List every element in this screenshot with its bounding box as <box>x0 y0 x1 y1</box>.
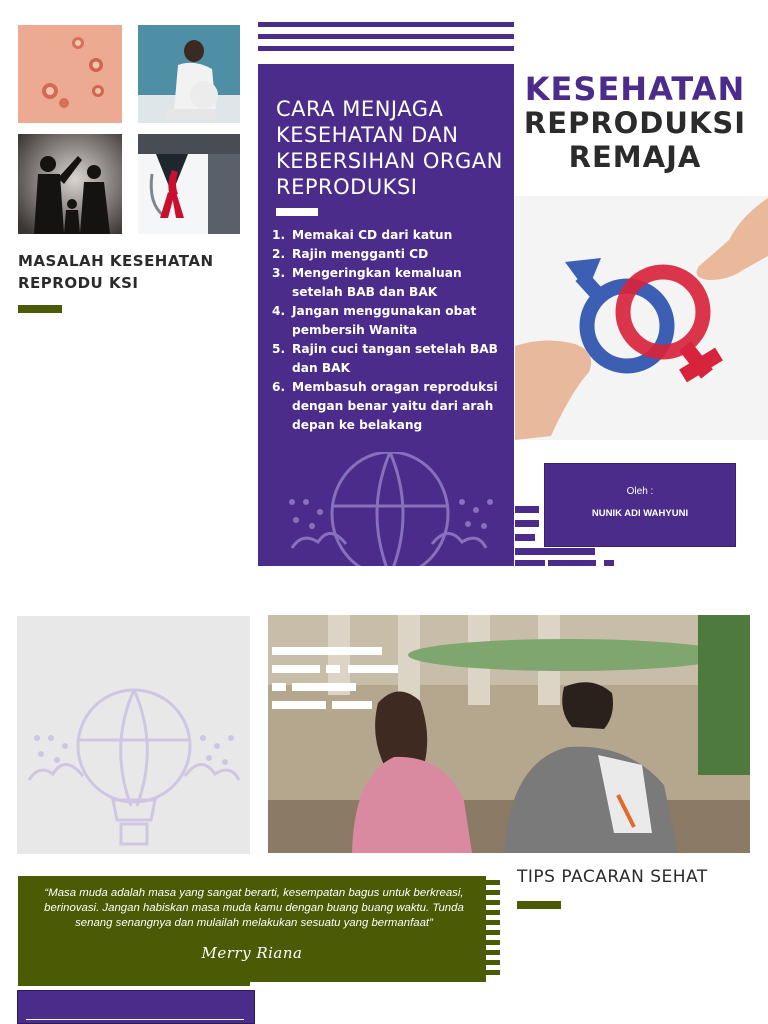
photo-domestic-violence <box>18 134 122 234</box>
dating-heading: TIPS PACARAN SEHAT <box>517 867 708 887</box>
list-item: 4. Jangan menggunakan obat pembersih Wanita <box>272 304 477 337</box>
hot-air-balloon-icon <box>272 452 504 566</box>
list-item: 2. Rajin mengganti CD <box>272 247 429 261</box>
decor-dash <box>604 560 614 566</box>
panel-title: CARA MENJAGA KESEHATAN DAN KEBERSIHAN ORGAN REPRODUKSI <box>276 97 503 199</box>
quote-side-lines <box>486 880 500 980</box>
quote-author: Merry Riana <box>201 944 303 962</box>
panel-stripe-1 <box>258 22 514 27</box>
photo-gender-symbols <box>515 196 768 440</box>
list-item: 5. Rajin cuci tangan setelah BAB dan BAK <box>272 342 498 375</box>
list-item: 1. Memakai CD dari katun <box>272 228 453 242</box>
problems-heading: MASALAH KESEHATAN REPRODU KSI <box>18 252 214 292</box>
cover-title-line2: REPRODUKSI <box>523 106 747 140</box>
tips-panel <box>258 64 514 566</box>
decor-dash <box>548 560 596 566</box>
problems-accent-bar <box>18 305 62 313</box>
list-item: 6. Membasuh oragan reproduksi dengan benar yaitu dari arah depan ke belakang <box>272 380 498 432</box>
quote-text: “Masa muda adalah masa yang sangat berarti, kesempatan bagus untuk berkreasi, berinovasi. Jangan habiskan masa muda kamu dengan buang buang waktu. Tunda senang senangnya dan mulailah melakukan sesuatu yang bermanfaat” <box>44 887 464 929</box>
quote-box <box>18 876 486 982</box>
panel-stripe-2 <box>258 34 514 39</box>
author-label: Oleh : <box>626 486 654 497</box>
photo-sad-pregnant-woman <box>138 25 240 123</box>
author-name: NUNIK ADI WAHYUNI <box>591 508 689 519</box>
author-box <box>544 463 736 547</box>
quote-bottom-bar <box>18 982 250 986</box>
hot-air-balloon-icon <box>27 688 241 850</box>
bottom-purple-box <box>17 990 255 1024</box>
decor-dash <box>515 534 535 541</box>
decor-dash <box>515 506 539 513</box>
decor-dash <box>515 520 539 527</box>
cover-title-line1: KESEHATAN <box>524 70 746 108</box>
decor-dash <box>515 560 545 566</box>
photo-doctor-ribbon <box>138 134 240 234</box>
cover-title-line3: REMAJA <box>568 140 702 174</box>
photo-couple-fountain <box>268 615 750 853</box>
bottom-purple-line <box>26 1019 244 1020</box>
tips-list <box>272 226 512 435</box>
panel-stripe-3 <box>258 46 514 51</box>
gray-placeholder-panel <box>17 616 250 854</box>
photo-skin-infection <box>18 25 122 123</box>
panel-accent-bar <box>276 208 318 216</box>
list-item: 3. Mengeringkan kemaluan setelah BAB dan BAK <box>272 266 462 299</box>
dating-accent-bar <box>517 901 561 909</box>
decor-dash <box>515 548 595 555</box>
